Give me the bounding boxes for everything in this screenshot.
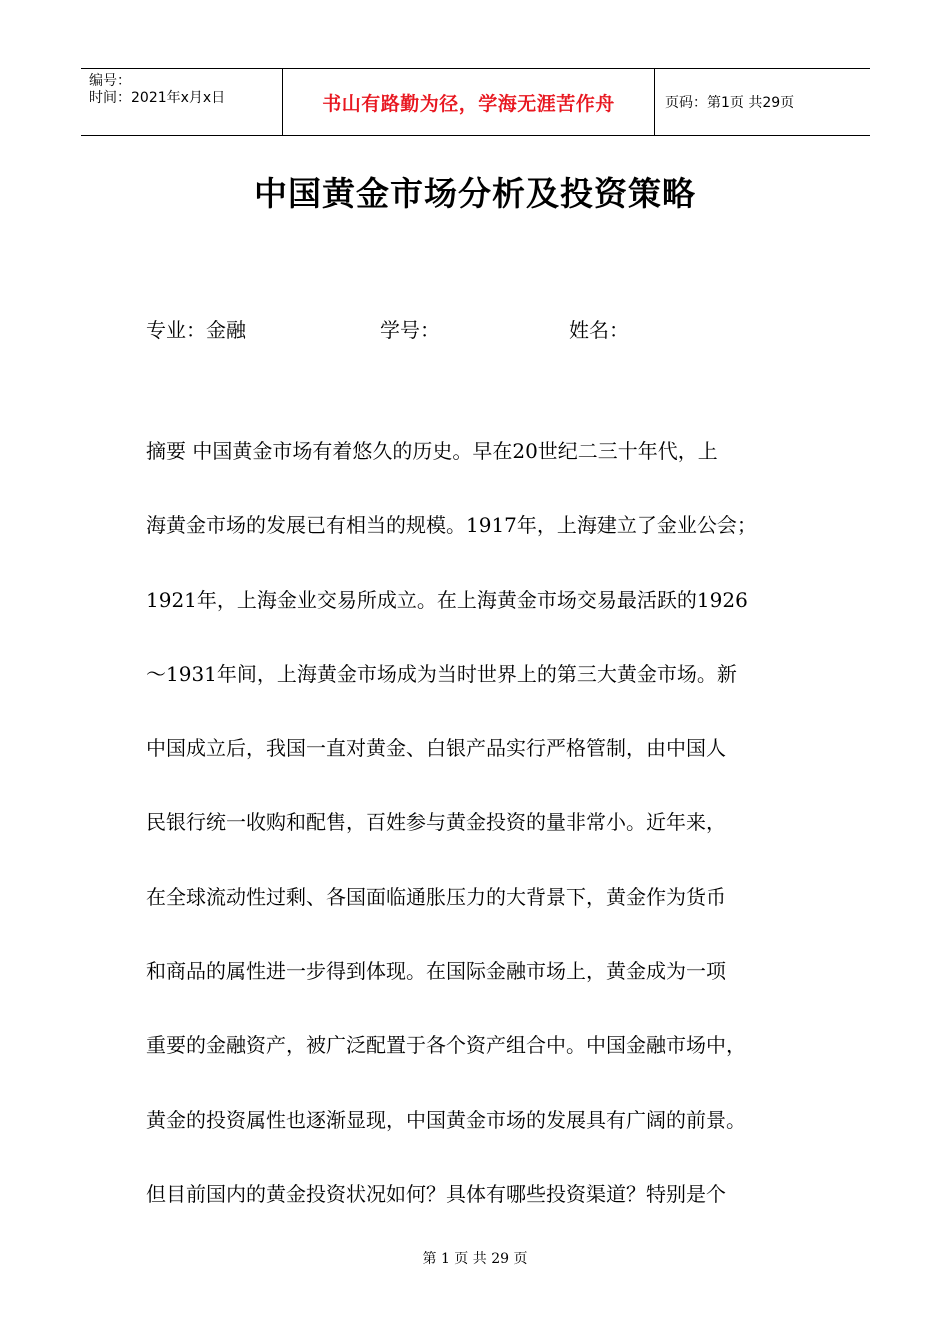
name-field: 姓名：	[569, 318, 629, 342]
abstract-line: ～1931年间，上海黄金市场成为当时世界上的第三大黄金市场。新	[146, 661, 737, 686]
abstract-line: 黄金的投资属性也逐渐显现，中国黄金市场的发展具有广阔的前景。	[146, 1107, 746, 1132]
header-middle-cell	[282, 69, 655, 135]
header-table	[81, 68, 870, 136]
abstract-line: 摘要 中国黄金市场有着悠久的历史。早在20世纪二三十年代，上	[146, 439, 718, 463]
major-field: 专业：金融	[146, 318, 246, 342]
abstract-line: 在全球流动性过剩、各国面临通胀压力的大背景下，黄金作为货币	[146, 884, 726, 909]
abstract-line: 民银行统一收购和配售，百姓参与黄金投资的量非常小。近年来，	[146, 810, 726, 835]
document-title: 中国黄金市场分析及投资策略	[254, 174, 696, 213]
page-footer: 第 1 页 共 29 页	[422, 1251, 528, 1267]
header-right-cell	[655, 69, 870, 135]
abstract-line: 海黄金市场的发展已有相当的规模。1917年，上海建立了金业公会；	[146, 513, 757, 538]
date-line: 时间：2021年x月x日	[89, 90, 226, 106]
student-id-field: 学号：	[380, 318, 440, 342]
abstract-line: 1921年，上海金业交易所成立。在上海黄金市场交易最活跃的1926	[146, 587, 748, 612]
page-info: 页码：第1页 共29页	[665, 95, 795, 111]
code-label: 编号：	[89, 73, 131, 89]
abstract-line: 中国成立后，我国一直对黄金、白银产品实行严格管制，由中国人	[146, 736, 726, 761]
motto: 书山有路勤为径，学海无涯苦作舟	[322, 92, 615, 115]
header-left-cell	[81, 69, 282, 135]
abstract-line: 重要的金融资产，被广泛配置于各个资产组合中。中国金融市场中，	[146, 1033, 746, 1058]
student-info-row	[0, 314, 950, 342]
abstract	[146, 437, 810, 1254]
abstract-line: 和商品的属性进一步得到体现。在国际金融市场上，黄金成为一项	[146, 959, 726, 984]
abstract-line: 但目前国内的黄金投资状况如何？具体有哪些投资渠道？特别是个	[146, 1181, 726, 1206]
